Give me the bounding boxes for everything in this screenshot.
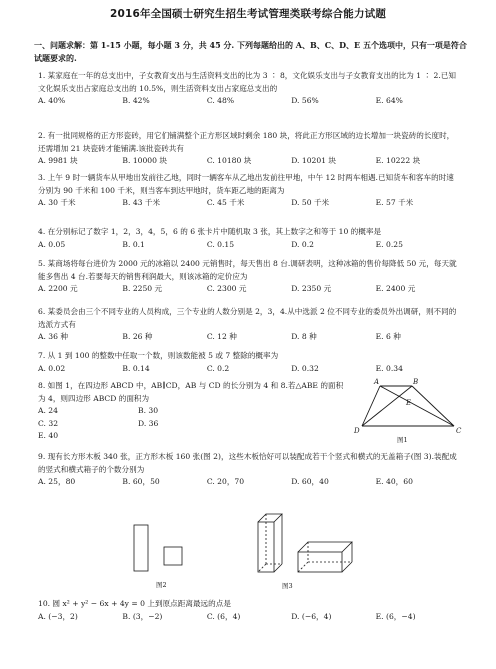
question-stem: 5. 某商场将每台进价为 2000 元的冰箱以 2400 元销售时，每天售出 8 台.调研表明，这种冰箱的售价每降低 50 元，每天就能多售出 4 台.若要每天的销售利润最大，则该冰箱的定价应为 (38, 259, 457, 281)
figure-3-boxes (252, 506, 362, 594)
option-a: A. 0.05 (38, 239, 66, 249)
options-row (38, 155, 460, 168)
option-e: E. 0.34 (375, 363, 403, 373)
option-d: D. 0.2 (291, 239, 314, 249)
option-b: B. 2250 元 (122, 284, 163, 294)
option-e: E. 6 种 (375, 332, 401, 342)
option-b: B. 30 (138, 406, 159, 416)
question-6 (38, 306, 460, 344)
option-a: A. 2200 元 (38, 284, 78, 294)
question-5 (38, 258, 460, 296)
option-b: B. 42% (122, 96, 150, 106)
figure-1-label: 图1 (397, 436, 408, 444)
question-3 (38, 172, 460, 210)
question-stem: 4. 在分别标记了数字 1，2，3，4，5，6 的 6 张卡片中随机取 3 张，其上数字之和等于 10 的概率是 (38, 227, 382, 236)
question-9 (38, 451, 460, 489)
option-e: E. 0.25 (375, 239, 403, 249)
point-a-label: A (374, 378, 380, 386)
options-row (38, 331, 460, 344)
option-c: C. 0.2 (206, 363, 230, 373)
option-c: C. 32 (38, 418, 59, 428)
option-d: D. 8 种 (291, 332, 317, 342)
question-stem: 10. 圆 x² + y² − 6x + 4y = 0 上到原点距离最远的点是 (38, 599, 231, 608)
option-b: B. 60，50 (122, 477, 160, 487)
option-c: C. 48% (206, 96, 235, 106)
options-row (38, 418, 346, 431)
option-c: C. 12 种 (206, 332, 237, 342)
point-e-label: E (406, 399, 412, 407)
figure-1-trapezoid (352, 378, 464, 446)
option-a: A. 40% (38, 96, 66, 106)
question-4 (38, 226, 460, 251)
question-stem: 3. 上午 9 时一辆货车从甲地出发前往乙地，同时一辆客车从乙地出发前往甲地，中午 12 时两车相遇.已知货车和客车的时速分别为 90 千米和 100 千米，则当客车到达甲地时，货车距乙地的距离为 (38, 173, 454, 195)
section-instructions: 一、问题求解：第 1-15 小题，每小题 3 分，共 45 分. 下列每题给出的 A、B、C、D、E 五个选项中，只有一项是符合试题要求的. (34, 40, 467, 63)
option-c: C. (6，4) (206, 611, 241, 621)
options-row (38, 239, 460, 252)
square-board (164, 547, 182, 565)
question-stem: 8. 如图 1，在四边形 ABCD 中，AB∥CD，AB 与 CD 的长分别为 4 和 8.若△ABE 的面积为 4，则四边形 ABCD 的面积为 (38, 381, 344, 403)
option-a: A. 9981 块 (38, 156, 78, 166)
diagonal-ac (380, 386, 454, 426)
option-c: C. 2300 元 (206, 284, 247, 294)
option-d: D. 50 千米 (291, 198, 330, 208)
option-b: B. 0.1 (122, 239, 145, 249)
diagonal-bd (362, 386, 412, 426)
figure-3-label: 图3 (282, 582, 293, 590)
question-7 (38, 350, 460, 375)
option-a: A. (−3，2) (38, 611, 78, 621)
options-row (38, 476, 460, 489)
option-d: D. 56% (291, 96, 319, 106)
option-c: C. 10180 块 (206, 156, 252, 166)
option-b: B. (3，−2) (122, 611, 163, 621)
option-d: D. (−6，4) (291, 611, 332, 621)
option-b: B. 43 千米 (122, 198, 161, 208)
option-d: D. 0.32 (291, 363, 319, 373)
question-2 (38, 130, 460, 168)
options-row (38, 363, 460, 376)
option-c: C. 20，70 (206, 477, 245, 487)
point-c-label: C (456, 427, 462, 435)
option-e: E. 2400 元 (375, 284, 416, 294)
option-d: D. 2350 元 (291, 284, 332, 294)
option-d: D. 10201 块 (291, 156, 337, 166)
segment-ad (362, 386, 380, 426)
option-e: E. (6，−4) (375, 611, 416, 621)
option-e: E. 57 千米 (375, 198, 414, 208)
question-1 (38, 70, 460, 108)
option-e: E. 40，60 (375, 477, 413, 487)
rectangular-board (134, 525, 148, 571)
question-stem: 6. 某委员会由三个不同专业的人员构成，三个专业的人数分别是 2，3，4.从中选派 2 位不同专业的委员外出调研，则不同的选派方式有 (38, 307, 457, 329)
option-a: A. 24 (38, 406, 58, 416)
option-d: D. 36 (138, 418, 159, 428)
exam-title: 2016年全国硕士研究生招生考试管理类联考综合能力试题 (109, 8, 387, 20)
option-a: A. 36 种 (38, 332, 68, 342)
options-row (38, 283, 460, 296)
options-row (38, 197, 460, 210)
question-stem: 9. 现有长方形木板 340 张，正方形木板 160 张(图 2)，这些木板恰好可以装配成若干个竖式和横式的无盖箱子(图 3).装配成的竖式和横式箱子的个数分别为 (38, 452, 457, 474)
figure-2-label: 图2 (156, 581, 167, 589)
question-8 (38, 380, 346, 443)
option-b: B. 26 种 (122, 332, 153, 342)
option-c: C. 0.15 (206, 239, 235, 249)
options-row (38, 405, 346, 418)
option-a: A. 25，80 (38, 477, 76, 487)
point-b-label: B (413, 378, 419, 386)
option-e: E. 10222 块 (375, 156, 421, 166)
question-stem: 2. 有一批同规格的正方形瓷砖，用它们铺满整个正方形区域时剩余 180 块，将此正方形区域的边长增加一块瓷砖的长度时，还需增加 21 块瓷砖才能铺满.该批瓷砖共有 (38, 131, 455, 153)
option-a: A. 30 千米 (38, 198, 76, 208)
options-row (38, 95, 460, 108)
figure-2-boards (128, 517, 208, 593)
point-d-label: D (354, 427, 360, 435)
option-d: D. 60，40 (291, 477, 329, 487)
question-stem: 7. 从 1 到 100 的整数中任取一个数，则该数能被 5 或 7 整除的概率为 (38, 351, 279, 360)
option-e: E. 64% (375, 96, 403, 106)
question-stem: 1. 某家庭在一年的总支出中，子女教育支出与生活资料支出的比为 3 ∶ 8，文化娱乐支出与子女教育支出的比为 1 ∶ 2.已知文化娱乐支出占家庭总支出的 10.5%，则生活资料支出占家庭总支出的 (38, 71, 456, 93)
segment-bc (412, 386, 454, 426)
options-row (38, 611, 460, 624)
options-row (38, 430, 346, 443)
option-b: B. 10000 块 (122, 156, 167, 166)
option-b: B. 0.14 (122, 363, 150, 373)
horizontal-box (298, 542, 352, 572)
question-10 (38, 598, 460, 623)
vertical-box (258, 514, 282, 572)
option-c: C. 45 千米 (206, 198, 245, 208)
option-e: E. 40 (38, 431, 59, 441)
option-a: A. 0.02 (38, 363, 66, 373)
